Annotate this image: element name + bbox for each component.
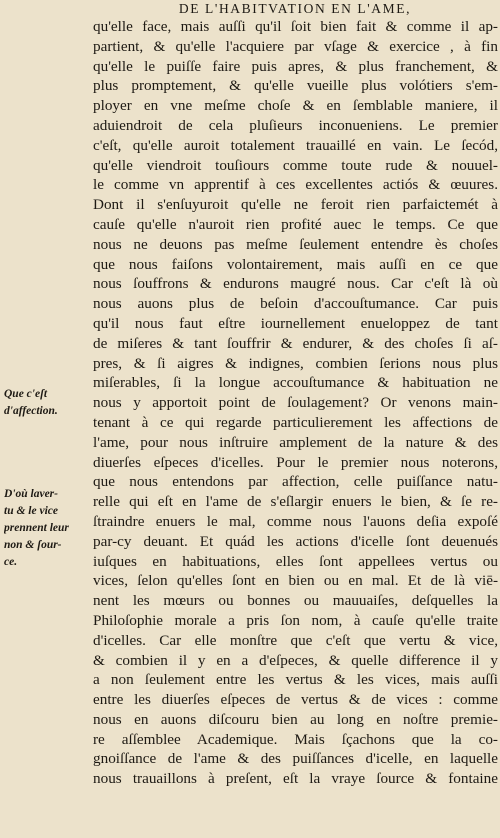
body-text — [93, 17, 498, 789]
text-line: qu'elle le puiſſe faire puis apres, & plus franchement, & — [93, 57, 498, 75]
text-line: entre les diuerſes eſpeces de vertus & de vices : comme — [93, 691, 498, 709]
margin-note-line: d'affection. — [4, 405, 58, 417]
text-line: relle qui eſt en l'ame de s'eſlargir enuers le bien, & ſe re- — [93, 493, 498, 511]
text-line: vices, ſelon qu'elles ſont en bien ou en mal. Et de là viē- — [93, 572, 498, 590]
text-line: l'ame, pour nous inſtruire amplement de la nature & des — [93, 433, 498, 451]
text-line: nous trauaillons à preſent, eſt la vraye ſource & fontaine — [93, 770, 498, 788]
text-line: ployer en vne meſme choſe & en ſemblable maniere, il — [93, 97, 498, 115]
text-line: Philoſophie morale a pris ſon nom, à cauſe qu'elle traite — [93, 611, 498, 629]
text-line: qu'elle viendroit touſiours comme toute rude & nouuel- — [93, 156, 498, 174]
text-line: nous auons plus de beſoin d'accouſtumance. Car puis — [93, 295, 498, 313]
text-line: que nous faiſons volontairement, mais auſſi en ce que — [93, 255, 498, 273]
text-line: nent les mœurs ou bonnes ou mauuaiſes, deſquelles la — [93, 592, 498, 610]
text-line: qu'il nous faut eſtre iournellement enueloppez de tant — [93, 314, 498, 332]
text-line: tenant à ce qui regarde particulierement les affections de — [93, 413, 498, 431]
text-line: nous ſouffrons & endurons maugré nous. Car c'eſt là où — [93, 275, 498, 293]
text-line: re aſſemblee Academique. Mais ſçachons que la co- — [93, 730, 498, 748]
margin-note-affection — [4, 386, 92, 420]
text-line: nous ne deuons pas meſme ſeulement entendre ès choſes — [93, 235, 498, 253]
text-line: ſtraindre enuers le mal, comme nous l'auons deſia expoſé — [93, 512, 498, 530]
text-line: partient, & qu'elle l'acquiere par vſage & exercice , à fin — [93, 37, 498, 55]
text-line: nous y apportoit point de ſoulagement? Or venons main- — [93, 394, 498, 412]
running-head: DE L'HABITVATION EN L'AME, — [178, 1, 412, 16]
margin-note-line: prennent leur — [4, 522, 69, 534]
margin-note-line: D'où laver- — [4, 488, 58, 500]
margin-note-line: non & ſour- — [4, 539, 62, 551]
text-line: gnoiſſance de l'ame & des puiſſances d'icelle, en laquelle — [93, 750, 498, 768]
text-line: de miſeres & tant ſouffrir & endurer, & des choſes ſi aſ- — [93, 334, 498, 352]
text-line: plus promptement, & qu'elle vueille plus volótiers s'em- — [93, 77, 498, 95]
text-line: pres, & ſi aigres & indignes, combien ſerions nous plus — [93, 354, 498, 372]
text-line: cauſe qu'elle n'auroit rien profité auec le temps. Ce que — [93, 215, 498, 233]
text-line: qu'elle face, mais auſſi qu'il ſoit bien fait & comme il ap- — [93, 18, 498, 35]
text-line: d'icelles. Car elle monſtre que c'eſt que vertu & vice, — [93, 631, 498, 649]
text-line: & combien il y en a d'eſpeces, & quelle difference il y — [93, 651, 498, 669]
margin-note-line: Que c'eſt — [4, 388, 48, 400]
text-line: que nous entendons par affection, celle puiſſance natu- — [93, 473, 498, 491]
text-line: le comme vn apprentif à ces excellentes actiós & œuures. — [93, 176, 498, 194]
margin-note-line: ce. — [4, 556, 18, 568]
text-line: c'eſt, qu'elle auroit totalement trauaillé en vain. Le ſecód, — [93, 136, 498, 154]
text-line: nous en auons diſcouru bien au long en noſtre premie- — [93, 710, 498, 728]
text-line: diuerſes eſpeces d'icelles. Pour le premier nous noterons, — [93, 453, 498, 471]
margin-note-virtue-vice-origin — [4, 486, 92, 571]
text-line: par-cy deuant. Et quád les actions d'icelle ſont deuenués — [93, 532, 498, 550]
margin-note-line: tu & le vice — [4, 505, 58, 517]
text-line: a non ſeulement entre les vertus & les vices, mais auſſi — [93, 671, 498, 689]
text-line: miſerables, ſi la longue accouſtumance & habituation ne — [93, 374, 498, 392]
text-line: iuſques en habituations, elles ſont appellees vertus ou — [93, 552, 498, 570]
text-line: Dont il s'enſuyuroit qu'elle ne feroit rien parfaictemét à — [93, 196, 498, 214]
text-line: aduiendroit de cela pluſieurs inconueniens. Le premier — [93, 116, 498, 134]
